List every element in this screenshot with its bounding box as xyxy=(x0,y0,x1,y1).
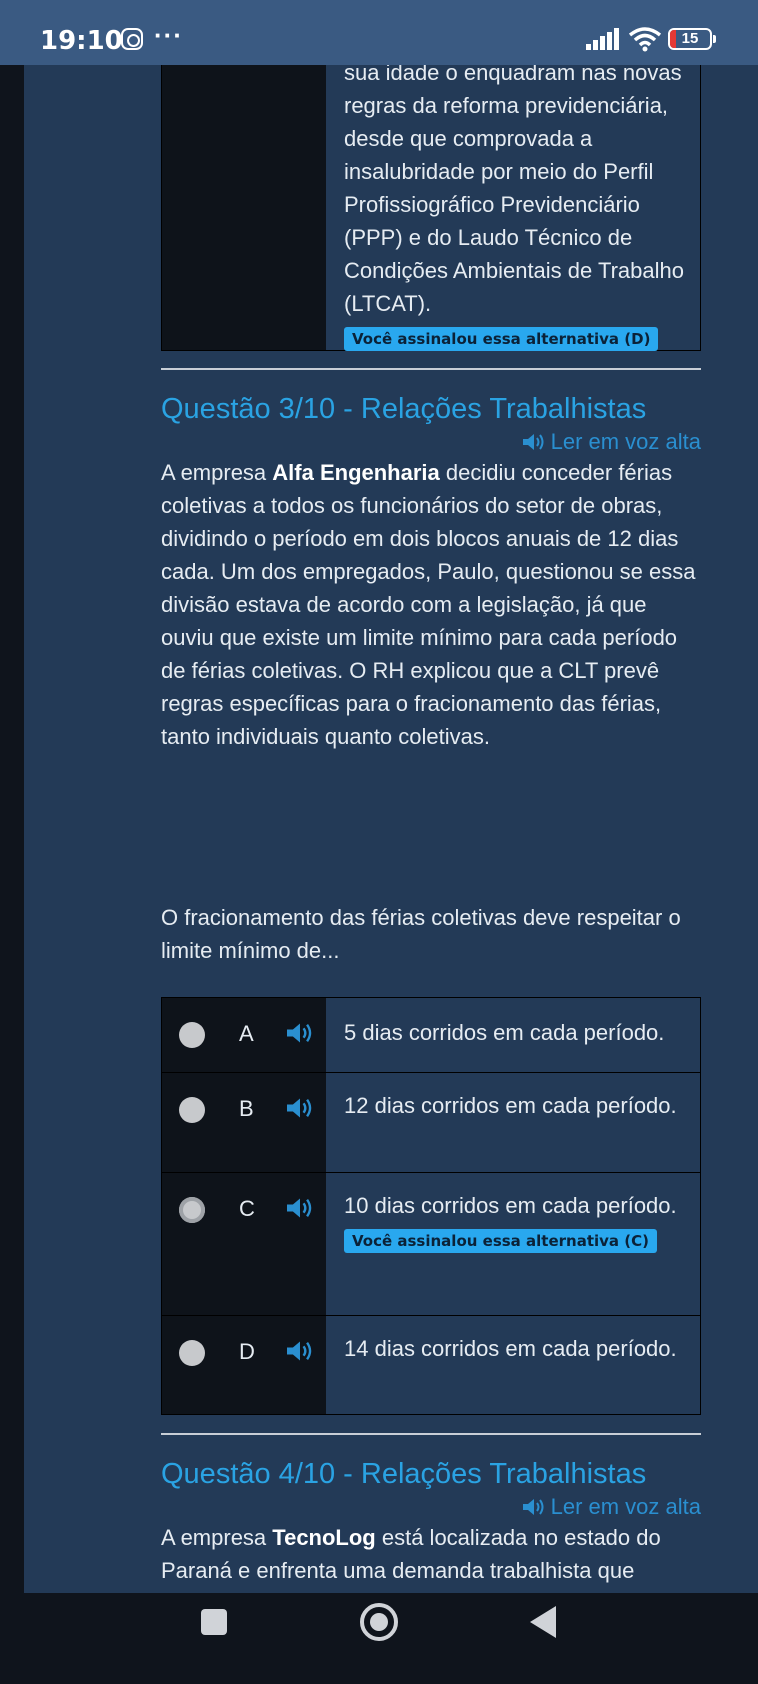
prev-option-d-text: sua idade o enquadram nas novas regras da reforma previdenciária, desde que comprovada a insalubridade por meio do Perfil Profissiográfico Previdenciário (PPP) e do Laudo Técnico de Condições Ambientais de Trabalho (LTCAT). xyxy=(344,65,684,316)
question-4-statement xyxy=(161,1521,701,1587)
option-letter: D xyxy=(239,1339,255,1364)
prev-option-d[interactable] xyxy=(326,65,700,365)
question-3-prompt: O fracionamento das férias coletivas deve respeitar o limite mínimo de... xyxy=(161,905,681,963)
option-a-controls xyxy=(162,998,326,1072)
option-c-content xyxy=(326,1173,700,1267)
read-aloud-label: Ler em voz alta xyxy=(550,1494,701,1519)
speaker-icon xyxy=(523,1498,545,1516)
signal-icon xyxy=(586,28,620,50)
option-c[interactable] xyxy=(162,1172,700,1315)
battery-level: 15 xyxy=(681,30,699,47)
battery-icon xyxy=(668,28,712,50)
option-letter: A xyxy=(239,1021,254,1046)
battery-fill xyxy=(670,30,676,48)
question-3-statement xyxy=(161,456,701,753)
speaker-icon[interactable] xyxy=(287,1022,313,1044)
read-aloud-link[interactable] xyxy=(523,429,701,455)
statement-text-cont: está localizada no estado do Paraná e enfrenta uma demanda trabalhista que xyxy=(161,1525,661,1583)
radio-button-selected[interactable] xyxy=(179,1197,205,1223)
option-c-text: 10 dias corridos em cada período. xyxy=(344,1193,677,1218)
option-letter: C xyxy=(239,1196,255,1221)
speaker-icon[interactable] xyxy=(287,1340,313,1362)
divider xyxy=(161,368,701,370)
option-a[interactable] xyxy=(162,998,700,1072)
quiz-page[interactable] xyxy=(24,65,758,1593)
radio-button[interactable] xyxy=(179,1097,205,1123)
divider xyxy=(161,1433,701,1435)
status-time: 19:10 xyxy=(40,26,123,56)
speaker-icon xyxy=(523,433,545,451)
speaker-icon[interactable] xyxy=(287,1197,313,1219)
back-button[interactable] xyxy=(530,1606,556,1638)
statement-text-cont: decidiu conceder férias coletivas a todos os funcionários do setor de obras, dividindo o período em dois blocos anuais de 12 dias cada. Um dos empregados, Paulo, questionou se essa divisão estava de acordo com a legislação, já que ouviu que existe um limite mínimo para cada período de férias coletivas. O RH explicou que a CLT prevê regras específicas para o fracionamento das férias, tanto individuais quanto coletivas. xyxy=(161,460,696,749)
prev-option-left-column xyxy=(162,65,326,350)
question-3-options xyxy=(161,997,701,1415)
option-d-controls xyxy=(162,1316,326,1414)
radio-button[interactable] xyxy=(179,1022,205,1048)
read-aloud-label: Ler em voz alta xyxy=(550,429,701,454)
prev-option-table xyxy=(161,65,701,351)
option-d[interactable] xyxy=(162,1315,700,1414)
speaker-icon[interactable] xyxy=(287,1097,313,1119)
selected-answer-badge: Você assinalou essa alternativa (C) xyxy=(344,1229,657,1253)
radio-button[interactable] xyxy=(179,1340,205,1366)
company-name: Alfa Engenharia xyxy=(272,460,440,485)
question-4-title: Questão 4/10 - Relações Trabalhistas xyxy=(161,1458,647,1490)
question-3-title: Questão 3/10 - Relações Trabalhistas xyxy=(161,393,647,425)
status-bar xyxy=(0,0,758,65)
read-aloud-link[interactable] xyxy=(523,1494,701,1520)
option-d-text: 14 dias corridos em cada período. xyxy=(344,1336,677,1361)
recent-apps-button[interactable] xyxy=(201,1609,227,1635)
statement-text: A empresa xyxy=(161,1525,273,1550)
instagram-icon xyxy=(121,28,143,50)
more-notifications-icon: ··· xyxy=(154,20,183,50)
home-button[interactable] xyxy=(360,1603,398,1641)
wifi-icon xyxy=(628,26,662,52)
statement-text: A empresa xyxy=(161,460,273,485)
company-name: TecnoLog xyxy=(272,1525,376,1550)
battery-tip xyxy=(713,35,716,43)
selected-answer-badge: Você assinalou essa alternativa (D) xyxy=(344,327,658,351)
option-c-controls xyxy=(162,1173,326,1315)
option-b[interactable] xyxy=(162,1072,700,1172)
option-a-text: 5 dias corridos em cada período. xyxy=(344,1020,665,1045)
option-b-text: 12 dias corridos em cada período. xyxy=(344,1093,677,1118)
option-letter: B xyxy=(239,1096,254,1121)
option-b-controls xyxy=(162,1073,326,1172)
